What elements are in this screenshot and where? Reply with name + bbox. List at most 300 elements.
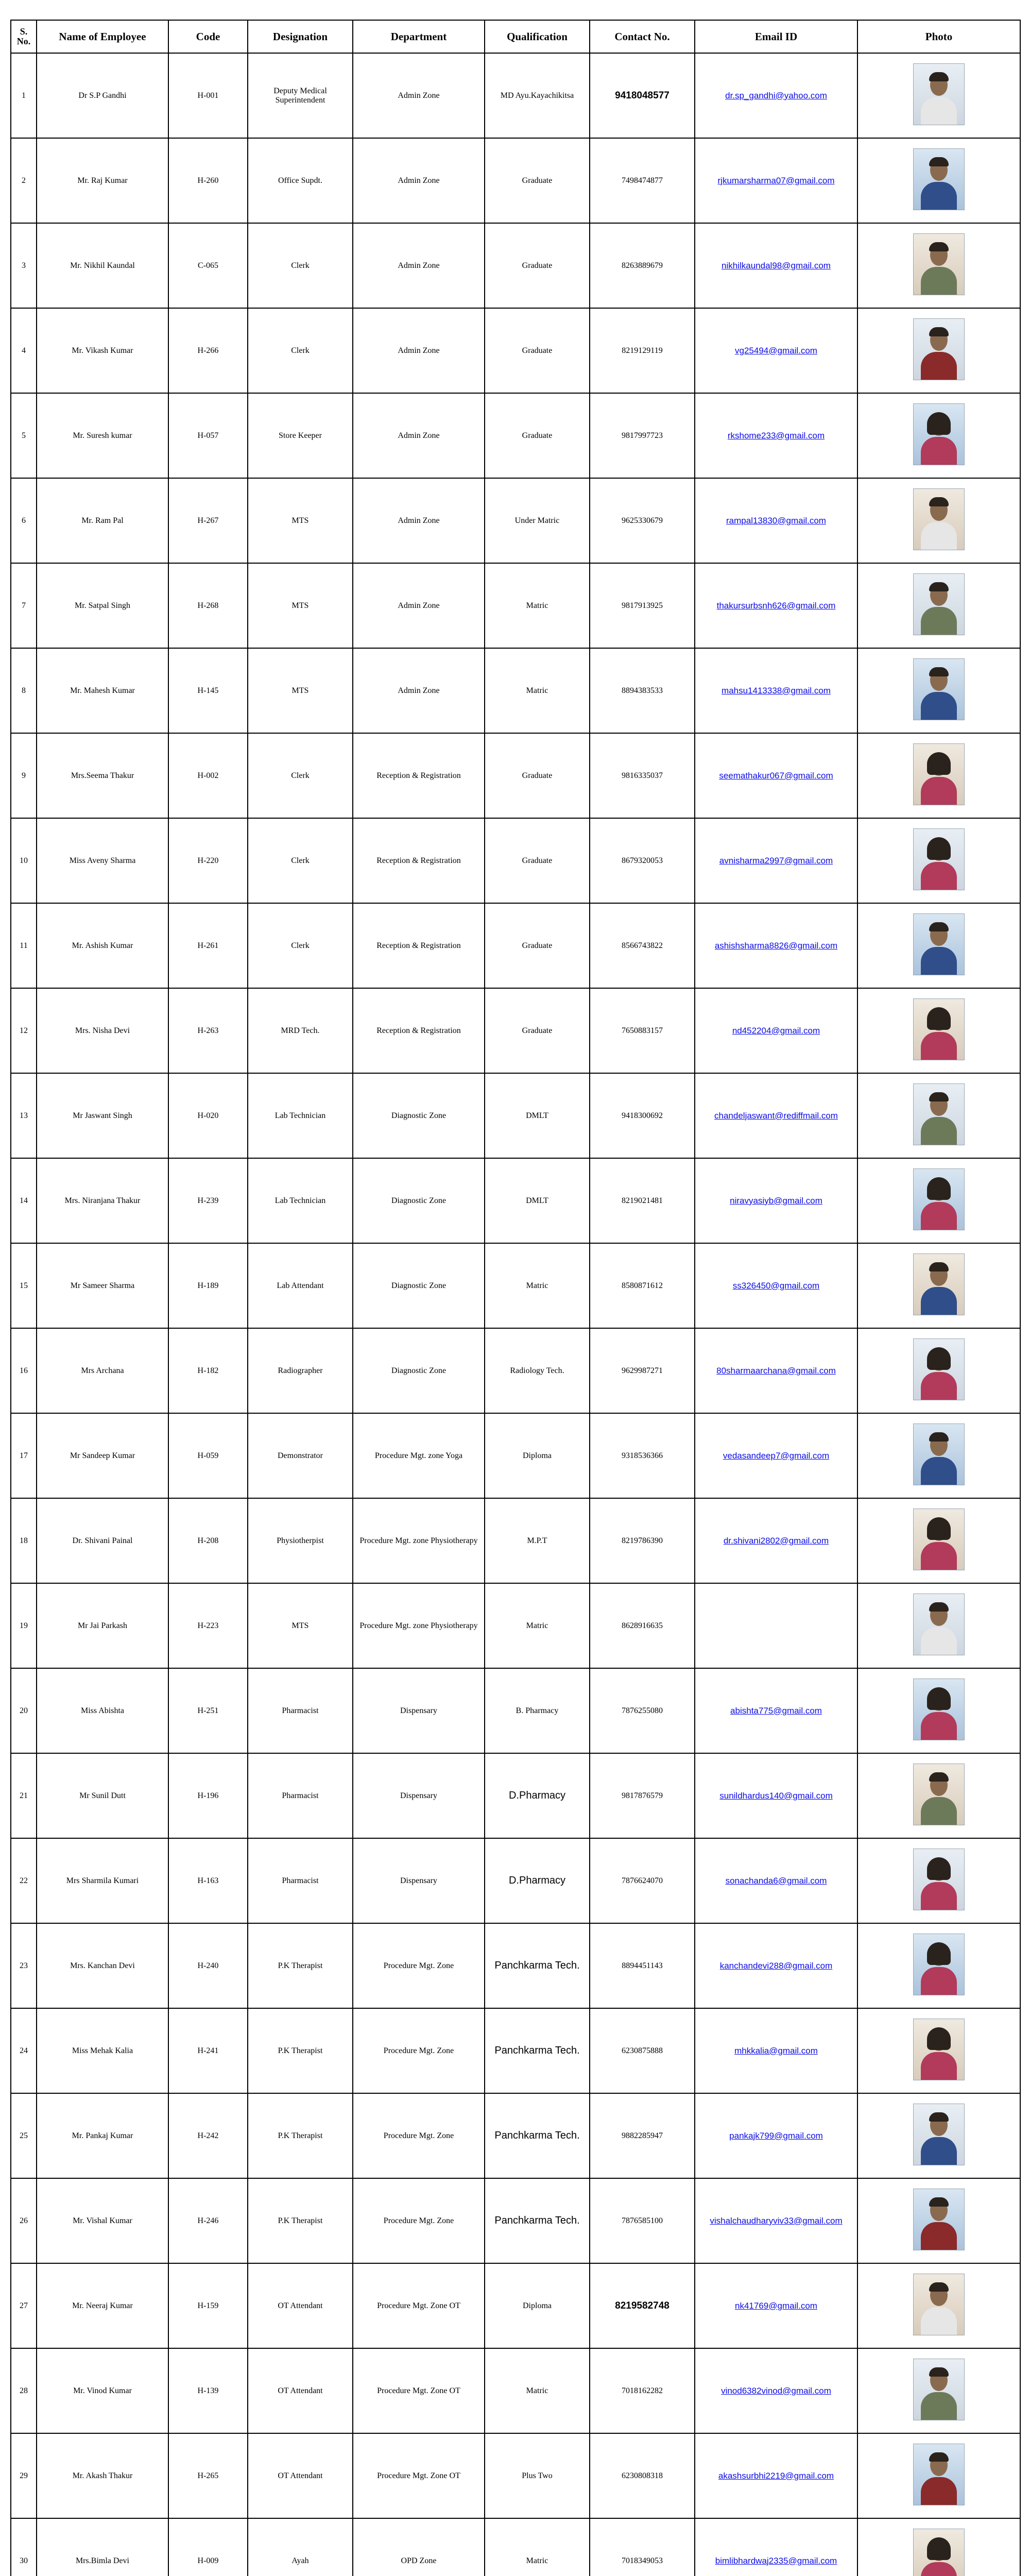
cell-department: Admin Zone bbox=[353, 138, 485, 223]
cell-sno: 30 bbox=[11, 2518, 37, 2576]
cell-sno: 1 bbox=[11, 53, 37, 138]
cell-name: Mr. Raj Kumar bbox=[37, 138, 168, 223]
cell-sno: 7 bbox=[11, 563, 37, 648]
photo-body bbox=[921, 2307, 957, 2335]
table-row bbox=[11, 818, 1020, 903]
cell-email bbox=[695, 648, 857, 733]
cell-code: H-159 bbox=[168, 2263, 248, 2348]
cell-contact: 7018162282 bbox=[590, 2348, 695, 2433]
cell-email bbox=[695, 1328, 857, 1413]
employee-photo bbox=[913, 1594, 965, 1655]
photo-body bbox=[921, 2137, 957, 2165]
cell-designation: MTS bbox=[248, 1583, 353, 1668]
cell-code: H-196 bbox=[168, 1753, 248, 1838]
cell-qualification: Matric bbox=[485, 648, 590, 733]
table-row bbox=[11, 1753, 1020, 1838]
table-row bbox=[11, 53, 1020, 138]
header-department: Department bbox=[353, 20, 485, 53]
cell-code: H-163 bbox=[168, 1838, 248, 1923]
email-link[interactable]: bimlibhardwaj2335@gmail.com bbox=[715, 2555, 837, 2566]
cell-photo bbox=[857, 2433, 1020, 2518]
cell-department: Procedure Mgt. zone Physiotherapy bbox=[353, 1583, 485, 1668]
email-link[interactable]: rjkumarsharma07@gmail.com bbox=[717, 175, 835, 185]
cell-email bbox=[695, 1753, 857, 1838]
employee-photo bbox=[913, 658, 965, 720]
cell-qualification: Diploma bbox=[485, 1413, 590, 1498]
cell-photo bbox=[857, 53, 1020, 138]
cell-code: H-240 bbox=[168, 1923, 248, 2008]
employee-photo bbox=[913, 1253, 965, 1315]
table-header bbox=[11, 20, 1020, 53]
email-link[interactable]: seemathakur067@gmail.com bbox=[719, 770, 833, 781]
cell-name: Dr. Shivani Painal bbox=[37, 1498, 168, 1583]
email-link[interactable]: rampal13830@gmail.com bbox=[726, 515, 826, 526]
photo-hair bbox=[929, 242, 949, 251]
photo-hair bbox=[929, 1772, 949, 1782]
cell-designation: OT Attendant bbox=[248, 2433, 353, 2518]
cell-photo bbox=[857, 2518, 1020, 2576]
cell-email bbox=[695, 1668, 857, 1753]
cell-name: Mr Jai Parkash bbox=[37, 1583, 168, 1668]
cell-email bbox=[695, 478, 857, 563]
table-row bbox=[11, 1583, 1020, 1668]
photo-body bbox=[921, 267, 957, 295]
email-link[interactable]: nk41769@gmail.com bbox=[735, 2300, 817, 2311]
cell-sno: 11 bbox=[11, 903, 37, 988]
cell-qualification: Graduate bbox=[485, 308, 590, 393]
photo-hair bbox=[929, 2112, 949, 2122]
cell-designation: Clerk bbox=[248, 733, 353, 818]
cell-photo bbox=[857, 733, 1020, 818]
cell-name: Mr Sunil Dutt bbox=[37, 1753, 168, 1838]
photo-hair bbox=[929, 72, 949, 81]
cell-email bbox=[695, 1413, 857, 1498]
cell-sno: 20 bbox=[11, 1668, 37, 1753]
cell-name: Miss Aveny Sharma bbox=[37, 818, 168, 903]
photo-body bbox=[921, 1202, 957, 1230]
cell-email bbox=[695, 1838, 857, 1923]
cell-code: H-059 bbox=[168, 1413, 248, 1498]
cell-department: Reception & Registration bbox=[353, 733, 485, 818]
cell-photo bbox=[857, 1923, 1020, 2008]
cell-sno: 16 bbox=[11, 1328, 37, 1413]
cell-qualification: Matric bbox=[485, 2348, 590, 2433]
employee-photo bbox=[913, 743, 965, 805]
cell-contact: 9817876579 bbox=[590, 1753, 695, 1838]
cell-qualification: Matric bbox=[485, 563, 590, 648]
cell-department: Procedure Mgt. Zone bbox=[353, 2093, 485, 2178]
cell-department: Procedure Mgt. Zone OT bbox=[353, 2348, 485, 2433]
photo-hair bbox=[927, 412, 951, 435]
cell-name: Mr. Mahesh Kumar bbox=[37, 648, 168, 733]
cell-name: Mrs.Seema Thakur bbox=[37, 733, 168, 818]
cell-contact: 8894451143 bbox=[590, 1923, 695, 2008]
cell-photo bbox=[857, 818, 1020, 903]
photo-hair bbox=[927, 1347, 951, 1370]
cell-sno: 15 bbox=[11, 1243, 37, 1328]
cell-name: Mr. Ashish Kumar bbox=[37, 903, 168, 988]
cell-name: Mr. Neeraj Kumar bbox=[37, 2263, 168, 2348]
cell-code: H-057 bbox=[168, 393, 248, 478]
photo-hair bbox=[927, 752, 951, 775]
employee-photo bbox=[913, 1423, 965, 1485]
header-email: Email ID bbox=[695, 20, 857, 53]
cell-department: Procedure Mgt. Zone bbox=[353, 2008, 485, 2093]
cell-photo bbox=[857, 2348, 1020, 2433]
cell-qualification: Panchkarma Tech. bbox=[485, 2178, 590, 2263]
email-link[interactable]: vinod6382vinod@gmail.com bbox=[721, 2385, 831, 2396]
cell-contact: 6230808318 bbox=[590, 2433, 695, 2518]
cell-department: Admin Zone bbox=[353, 478, 485, 563]
cell-contact: 8219582748 bbox=[590, 2263, 695, 2348]
table-row bbox=[11, 1413, 1020, 1498]
cell-designation: Clerk bbox=[248, 308, 353, 393]
cell-qualification: Graduate bbox=[485, 733, 590, 818]
cell-contact: 7876585100 bbox=[590, 2178, 695, 2263]
cell-photo bbox=[857, 1753, 1020, 1838]
cell-name: Mr Sandeep Kumar bbox=[37, 1413, 168, 1498]
employee-photo bbox=[913, 1934, 965, 1995]
cell-email bbox=[695, 2178, 857, 2263]
cell-department: Reception & Registration bbox=[353, 903, 485, 988]
photo-hair bbox=[927, 2537, 951, 2560]
cell-department: Dispensary bbox=[353, 1753, 485, 1838]
cell-email bbox=[695, 1923, 857, 2008]
cell-email bbox=[695, 563, 857, 648]
cell-department: OPD Zone bbox=[353, 2518, 485, 2576]
email-link[interactable]: abishta775@gmail.com bbox=[730, 1705, 822, 1716]
email-link[interactable]: sunildhardus140@gmail.com bbox=[719, 1790, 833, 1801]
cell-department: Procedure Mgt. Zone OT bbox=[353, 2263, 485, 2348]
cell-contact: 8219021481 bbox=[590, 1158, 695, 1243]
header-sno: S. No. bbox=[11, 20, 37, 53]
cell-contact: 9625330679 bbox=[590, 478, 695, 563]
cell-code: H-246 bbox=[168, 2178, 248, 2263]
cell-code: H-001 bbox=[168, 53, 248, 138]
cell-sno: 18 bbox=[11, 1498, 37, 1583]
employee-photo bbox=[913, 1679, 965, 1740]
photo-hair bbox=[929, 2367, 949, 2377]
photo-body bbox=[921, 1287, 957, 1315]
cell-contact: 9418048577 bbox=[590, 53, 695, 138]
table-row bbox=[11, 1073, 1020, 1158]
cell-department: Reception & Registration bbox=[353, 988, 485, 1073]
cell-contact: 7876624070 bbox=[590, 1838, 695, 1923]
cell-photo bbox=[857, 988, 1020, 1073]
cell-email bbox=[695, 2518, 857, 2576]
cell-email bbox=[695, 2263, 857, 2348]
cell-photo bbox=[857, 2263, 1020, 2348]
cell-designation: Lab Technician bbox=[248, 1073, 353, 1158]
cell-qualification: Graduate bbox=[485, 223, 590, 308]
cell-designation: Pharmacist bbox=[248, 1668, 353, 1753]
email-link[interactable]: dr.sp_gandhi@yahoo.com bbox=[725, 90, 827, 100]
cell-name: Mrs.Bimla Devi bbox=[37, 2518, 168, 2576]
table-row bbox=[11, 563, 1020, 648]
cell-sno: 4 bbox=[11, 308, 37, 393]
email-link[interactable]: mahsu1413338@gmail.com bbox=[722, 685, 831, 696]
cell-contact: 7650883157 bbox=[590, 988, 695, 1073]
employee-photo bbox=[913, 913, 965, 975]
cell-designation: Store Keeper bbox=[248, 393, 353, 478]
cell-sno: 22 bbox=[11, 1838, 37, 1923]
photo-hair bbox=[927, 1517, 951, 1540]
cell-department: Diagnostic Zone bbox=[353, 1158, 485, 1243]
photo-body bbox=[921, 1372, 957, 1400]
cell-email bbox=[695, 1158, 857, 1243]
email-link[interactable]: vedasandeep7@gmail.com bbox=[723, 1450, 830, 1461]
email-link[interactable]: niravyasiyb@gmail.com bbox=[730, 1195, 822, 1206]
cell-sno: 12 bbox=[11, 988, 37, 1073]
cell-code: H-261 bbox=[168, 903, 248, 988]
cell-code: H-139 bbox=[168, 2348, 248, 2433]
cell-designation: Deputy Medical Superintendent bbox=[248, 53, 353, 138]
employee-photo bbox=[913, 1764, 965, 1825]
photo-body bbox=[921, 2052, 957, 2080]
cell-department: Procedure Mgt. zone Physiotherapy bbox=[353, 1498, 485, 1583]
cell-code: H-266 bbox=[168, 308, 248, 393]
cell-code: H-265 bbox=[168, 2433, 248, 2518]
email-link[interactable]: 80sharmaarchana@gmail.com bbox=[716, 1365, 836, 1376]
email-link[interactable]: mhkkalia@gmail.com bbox=[734, 2045, 818, 2056]
cell-contact: 9629987271 bbox=[590, 1328, 695, 1413]
cell-qualification: Panchkarma Tech. bbox=[485, 2008, 590, 2093]
cell-code: H-251 bbox=[168, 1668, 248, 1753]
cell-name: Mr Jaswant Singh bbox=[37, 1073, 168, 1158]
cell-department: Admin Zone bbox=[353, 308, 485, 393]
cell-sno: 6 bbox=[11, 478, 37, 563]
cell-designation: Demonstrator bbox=[248, 1413, 353, 1498]
cell-designation: Physiotherpist bbox=[248, 1498, 353, 1583]
cell-department: Procedure Mgt. zone Yoga bbox=[353, 1413, 485, 1498]
cell-code: H-020 bbox=[168, 1073, 248, 1158]
cell-photo bbox=[857, 2093, 1020, 2178]
photo-hair bbox=[929, 582, 949, 591]
cell-sno: 9 bbox=[11, 733, 37, 818]
employee-photo bbox=[913, 488, 965, 550]
photo-body bbox=[921, 1797, 957, 1825]
cell-photo bbox=[857, 138, 1020, 223]
cell-department: Dispensary bbox=[353, 1838, 485, 1923]
employee-photo bbox=[913, 2019, 965, 2080]
cell-designation: Pharmacist bbox=[248, 1753, 353, 1838]
photo-body bbox=[921, 947, 957, 975]
cell-name: Mr. Suresh kumar bbox=[37, 393, 168, 478]
cell-sno: 23 bbox=[11, 1923, 37, 2008]
cell-photo bbox=[857, 1413, 1020, 1498]
cell-sno: 5 bbox=[11, 393, 37, 478]
cell-qualification: M.P.T bbox=[485, 1498, 590, 1583]
cell-name: Mr. Ram Pal bbox=[37, 478, 168, 563]
staff-table bbox=[10, 20, 1021, 2576]
cell-name: Miss Mehak Kalia bbox=[37, 2008, 168, 2093]
cell-department: Admin Zone bbox=[353, 563, 485, 648]
email-link[interactable]: kanchandevi288@gmail.com bbox=[719, 1960, 833, 1971]
photo-hair bbox=[929, 157, 949, 166]
cell-sno: 13 bbox=[11, 1073, 37, 1158]
email-link[interactable]: sonachanda6@gmail.com bbox=[725, 1875, 827, 1886]
photo-body bbox=[921, 1882, 957, 1910]
table-row bbox=[11, 1243, 1020, 1328]
cell-photo bbox=[857, 2178, 1020, 2263]
table-row bbox=[11, 138, 1020, 223]
photo-hair bbox=[929, 2197, 949, 2207]
email-link[interactable]: nd452204@gmail.com bbox=[732, 1025, 820, 1036]
cell-photo bbox=[857, 1498, 1020, 1583]
cell-contact: 9816335037 bbox=[590, 733, 695, 818]
cell-code: H-263 bbox=[168, 988, 248, 1073]
cell-contact: 7018349053 bbox=[590, 2518, 695, 2576]
cell-email bbox=[695, 1583, 857, 1668]
cell-contact: 8219129119 bbox=[590, 308, 695, 393]
cell-designation: P.K Therapist bbox=[248, 2008, 353, 2093]
email-link[interactable]: ashishsharma8826@gmail.com bbox=[714, 940, 838, 951]
photo-hair bbox=[929, 2452, 949, 2462]
email-link[interactable]: chandeljaswant@rediffmail.com bbox=[714, 1110, 838, 1121]
email-link[interactable]: avnisharma2997@gmail.com bbox=[719, 855, 833, 866]
cell-sno: 10 bbox=[11, 818, 37, 903]
cell-department: Admin Zone bbox=[353, 53, 485, 138]
cell-photo bbox=[857, 2008, 1020, 2093]
photo-body bbox=[921, 2222, 957, 2250]
cell-sno: 8 bbox=[11, 648, 37, 733]
photo-hair bbox=[929, 2282, 949, 2292]
employee-photo bbox=[913, 2104, 965, 2165]
cell-contact: 6230875888 bbox=[590, 2008, 695, 2093]
employee-photo bbox=[913, 2444, 965, 2505]
photo-body bbox=[921, 2477, 957, 2505]
cell-contact: 7876255080 bbox=[590, 1668, 695, 1753]
cell-department: Admin Zone bbox=[353, 648, 485, 733]
email-link[interactable]: rkshome233@gmail.com bbox=[727, 430, 825, 440]
cell-code: H-239 bbox=[168, 1158, 248, 1243]
cell-sno: 28 bbox=[11, 2348, 37, 2433]
table-row bbox=[11, 988, 1020, 1073]
cell-qualification: Graduate bbox=[485, 903, 590, 988]
header-code: Code bbox=[168, 20, 248, 53]
employee-photo bbox=[913, 318, 965, 380]
table-row bbox=[11, 733, 1020, 818]
cell-name: Mrs. Nisha Devi bbox=[37, 988, 168, 1073]
cell-sno: 25 bbox=[11, 2093, 37, 2178]
cell-qualification: Graduate bbox=[485, 818, 590, 903]
cell-contact: 8219786390 bbox=[590, 1498, 695, 1583]
photo-body bbox=[921, 1117, 957, 1145]
table-row bbox=[11, 1923, 1020, 2008]
cell-name: Mrs. Kanchan Devi bbox=[37, 1923, 168, 2008]
photo-hair bbox=[927, 2027, 951, 2050]
cell-qualification: Under Matric bbox=[485, 478, 590, 563]
cell-photo bbox=[857, 393, 1020, 478]
cell-designation: Ayah bbox=[248, 2518, 353, 2576]
header-row bbox=[11, 20, 1020, 53]
cell-contact: 8628916635 bbox=[590, 1583, 695, 1668]
cell-designation: Radiographer bbox=[248, 1328, 353, 1413]
photo-hair bbox=[929, 327, 949, 336]
cell-designation: Clerk bbox=[248, 818, 353, 903]
cell-sno: 24 bbox=[11, 2008, 37, 2093]
email-link[interactable]: dr.shivani2802@gmail.com bbox=[723, 1535, 829, 1546]
cell-designation: MTS bbox=[248, 563, 353, 648]
cell-qualification: B. Pharmacy bbox=[485, 1668, 590, 1753]
table-row bbox=[11, 2263, 1020, 2348]
cell-photo bbox=[857, 1668, 1020, 1753]
cell-designation: P.K Therapist bbox=[248, 1923, 353, 2008]
employee-photo bbox=[913, 828, 965, 890]
photo-body bbox=[921, 777, 957, 805]
cell-name: Mr. Satpal Singh bbox=[37, 563, 168, 648]
cell-photo bbox=[857, 1243, 1020, 1328]
cell-sno: 27 bbox=[11, 2263, 37, 2348]
cell-designation: MTS bbox=[248, 478, 353, 563]
cell-sno: 21 bbox=[11, 1753, 37, 1838]
email-link[interactable]: vg25494@gmail.com bbox=[735, 345, 817, 355]
email-link[interactable]: ss326450@gmail.com bbox=[732, 1280, 820, 1291]
cell-designation: Lab Technician bbox=[248, 1158, 353, 1243]
cell-email bbox=[695, 2348, 857, 2433]
header-designation: Designation bbox=[248, 20, 353, 53]
email-link[interactable]: nikhilkaundal98@gmail.com bbox=[722, 260, 831, 270]
header-name: Name of Employee bbox=[37, 20, 168, 53]
cell-qualification: Panchkarma Tech. bbox=[485, 1923, 590, 2008]
cell-contact: 9418300692 bbox=[590, 1073, 695, 1158]
header-contact: Contact No. bbox=[590, 20, 695, 53]
photo-hair bbox=[929, 922, 949, 931]
cell-contact: 9817913925 bbox=[590, 563, 695, 648]
email-link[interactable]: pankajk799@gmail.com bbox=[729, 2130, 823, 2141]
cell-code: H-145 bbox=[168, 648, 248, 733]
table-row bbox=[11, 2008, 1020, 2093]
cell-photo bbox=[857, 648, 1020, 733]
photo-hair bbox=[927, 1177, 951, 1200]
cell-email bbox=[695, 393, 857, 478]
cell-code: H-220 bbox=[168, 818, 248, 903]
email-link[interactable]: akashsurbhi2219@gmail.com bbox=[718, 2470, 834, 2481]
photo-hair bbox=[929, 1432, 949, 1442]
cell-qualification: Matric bbox=[485, 1243, 590, 1328]
cell-code: H-208 bbox=[168, 1498, 248, 1583]
cell-qualification: D.Pharmacy bbox=[485, 1838, 590, 1923]
employee-photo bbox=[913, 403, 965, 465]
email-link[interactable]: vishalchaudharyviv33@gmail.com bbox=[710, 2215, 843, 2226]
cell-email bbox=[695, 53, 857, 138]
cell-qualification: Radiology Tech. bbox=[485, 1328, 590, 1413]
photo-body bbox=[921, 1627, 957, 1655]
table-row bbox=[11, 1838, 1020, 1923]
cell-qualification: Graduate bbox=[485, 138, 590, 223]
cell-name: Mr Sameer Sharma bbox=[37, 1243, 168, 1328]
cell-email bbox=[695, 2093, 857, 2178]
table-row bbox=[11, 2093, 1020, 2178]
cell-email bbox=[695, 818, 857, 903]
cell-email bbox=[695, 733, 857, 818]
employee-photo bbox=[913, 1168, 965, 1230]
cell-sno: 26 bbox=[11, 2178, 37, 2263]
cell-department: Admin Zone bbox=[353, 223, 485, 308]
cell-code: H-009 bbox=[168, 2518, 248, 2576]
cell-name: Mrs Sharmila Kumari bbox=[37, 1838, 168, 1923]
cell-department: Procedure Mgt. Zone bbox=[353, 2178, 485, 2263]
cell-code: H-260 bbox=[168, 138, 248, 223]
photo-body bbox=[921, 522, 957, 550]
photo-body bbox=[921, 692, 957, 720]
photo-body bbox=[921, 352, 957, 380]
cell-qualification: MD Ayu.Kayachikitsa bbox=[485, 53, 590, 138]
cell-contact: 9318536366 bbox=[590, 1413, 695, 1498]
employee-photo bbox=[913, 1509, 965, 1570]
photo-hair bbox=[927, 837, 951, 860]
email-link[interactable]: thakursurbsnh626@gmail.com bbox=[716, 600, 836, 611]
